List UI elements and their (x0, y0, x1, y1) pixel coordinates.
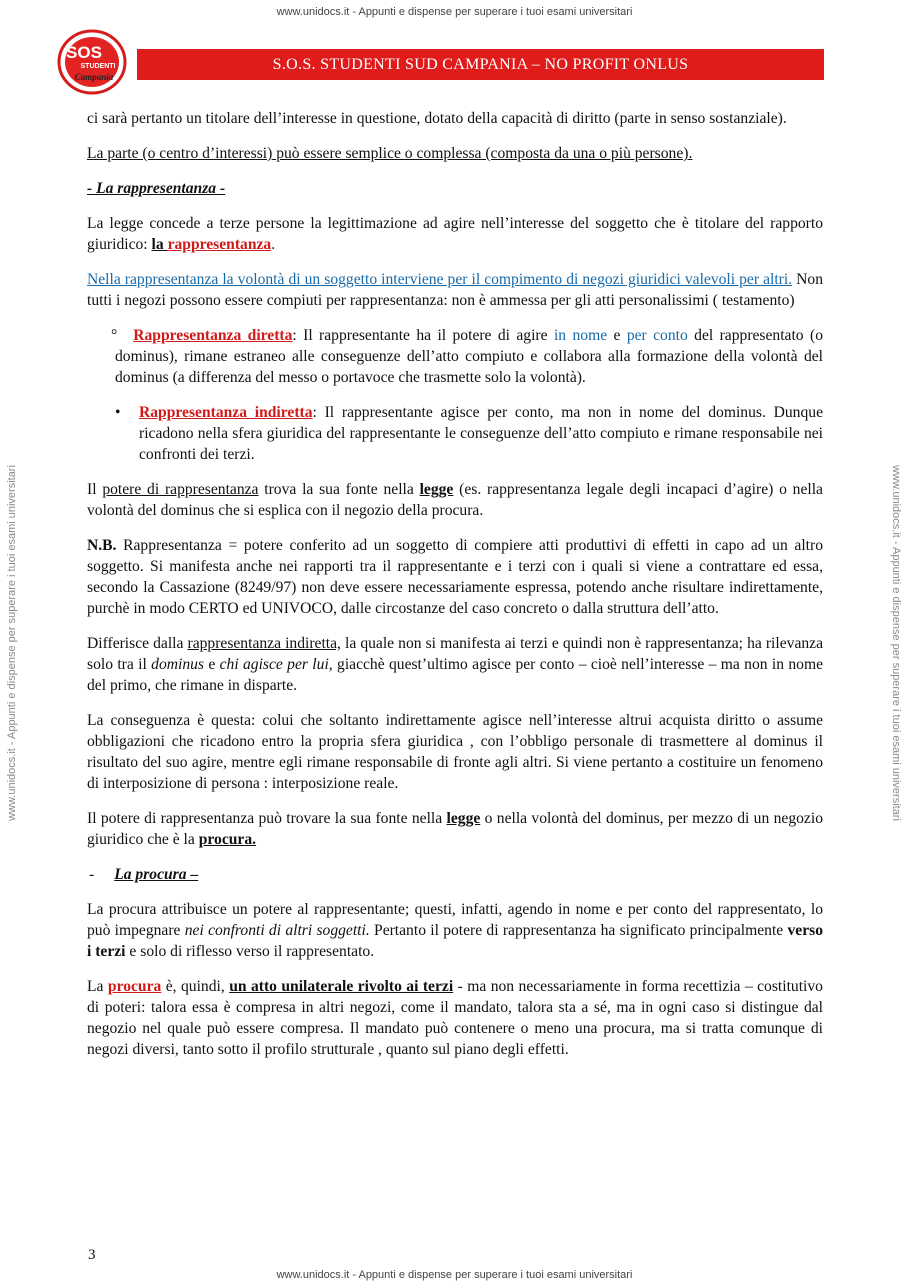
logo-studenti-text: STUDENTI (80, 63, 116, 70)
paragraph: La legge concede a terze persone la legittimazione ad agire nell’interesse del soggetto che è titolare del rapporto giuridico: la rappresentanza. (87, 215, 823, 253)
blue-underlined-text: Nella rappresentanza la volontà di un soggetto interviene per il compimento di negozi giuridici valevoli per altri. (87, 271, 793, 288)
sos-logo (56, 28, 128, 96)
paragraph: ci sarà pertanto un titolare dell’interesse in questione, dotato della capacità di diritto (parte in senso sostanziale). (87, 110, 787, 127)
watermark-right: www.unidocs.it - Appunti e dispense per superare i tuoi esami universitari (890, 465, 902, 821)
bullet-mark: • (115, 404, 121, 421)
paragraph: Il potere di rappresentanza trova la sua fonte nella legge (es. rappresentanza legale degli incapaci d’agire) o nella volontà del dominus che si esplica con il negozio della procura. (87, 481, 823, 519)
page-number: 3 (88, 1247, 96, 1263)
logo-sos-text: SOS (66, 43, 102, 62)
document-body (87, 108, 823, 1074)
paragraph: La procura è, quindi, un atto unilaterale rivolto ai terzi - ma non necessariamente in forma recettizia – costitutivo di poteri: talora essa è compresa in altri negozi, come il mandato, talora sta a sé, ma in ogni caso si distingue dal negozio nel quale può essere compresa. Il mandato può contenere o meno una procura, ma si tratta comunque di negozi diversi, tanto sotto il profilo strutturale , quanto sul piano degli effetti. (87, 978, 823, 1058)
paragraph: La conseguenza è questa: colui che soltanto indirettamente agisce nell’interesse altrui acquista diritto o assume obbligazioni che ricadono entro la propria sfera giuridica , con l’obbligo personale di trasmettere al dominus il risultato del suo agire, mentre egli rimane responsabile di fronte agli altri. Si viene pertanto a costituire un fenomeno di interposizione di persona : interposizione reale. (87, 712, 823, 792)
watermark-top: www.unidocs.it - Appunti e dispense per superare i tuoi esami universitari (276, 6, 633, 18)
underlined-text: La parte (o centro d’interessi) può essere semplice o complessa (composta da una o più persone). (87, 145, 693, 162)
section-heading-procura: - La procura – (89, 866, 199, 883)
bullet-indirect-representation: • Rappresentanza indiretta: Il rappresentante agisce per conto, ma non in nome del dominus. Dunque ricadono nella sfera giuridica del rappresentante le conseguenze dell’atto compiuto e rimane responsabile nei confronti dei terzi. (115, 404, 823, 463)
logo-campania-text: Campania (74, 72, 114, 82)
paragraph: N.B. Rappresentanza = potere conferito ad un soggetto di compiere atti produttivi di effetti in capo ad un altro soggetto. Si manifesta anche nei rapporti tra il rappresentante e i terzi con i quali si viene a contrattare ed essa, secondo la Cassazione (8249/97) non deve essere necessariamente espressa, potendo anche risultare indirettamente, purchè in modo CERTO ed UNIVOCO, dalle circostanze del caso concreto o dalla struttura dell’atto. (87, 537, 823, 617)
paragraph: La procura attribuisce un potere al rappresentante; questi, infatti, agendo in nome e per conto del rappresentato, lo può impegnare nei confronti di altri soggetti. Pertanto il potere di rappresentanza ha significato principalmente verso i terzi e solo di riflesso verso il rappresentato. (87, 901, 823, 960)
header-banner: S.O.S. STUDENTI SUD CAMPANIA – NO PROFIT ONLUS (137, 49, 824, 80)
bullet-mark: ° (111, 327, 118, 344)
watermark-bottom: www.unidocs.it - Appunti e dispense per superare i tuoi esami universitari (276, 1269, 633, 1281)
paragraph (87, 143, 823, 164)
watermark-left: www.unidocs.it - Appunti e dispense per superare i tuoi esami universitari (6, 465, 18, 821)
paragraph: Nella rappresentanza la volontà di un soggetto interviene per il compimento di negozi giuridici valevoli per altri. Non tutti i negozi possono essere compiuti per rappresentanza: non è ammessa per gli atti personalissimi ( testamento) (87, 271, 823, 309)
paragraph: Differisce dalla rappresentanza indiretta, la quale non si manifesta ai terzi e quindi non è rappresentanza; ha rilevanza solo tra il dominus e chi agisce per lui, giacchè quest’ultimo agisce per conto – cioè nell’interesse – ma non in nome del primo, che rimane in disparte. (87, 635, 824, 694)
section-heading-rappresentanza: - La rappresentanza - (87, 180, 226, 197)
bullet-direct-representation: ° Rappresentanza diretta: Il rappresentante ha il potere di agire in nome e per conto del rappresentato (o dominus), rimane estraneo alle conseguenze dell’atto compiuto e collabora alla formazione della volontà del dominus (a differenza del messo o portavoce che trasmette solo la volontà). (111, 327, 823, 386)
paragraph: Il potere di rappresentanza può trovare la sua fonte nella legge o nella volontà del dominus, per mezzo di un negozio giuridico che è la procura. (87, 810, 823, 848)
